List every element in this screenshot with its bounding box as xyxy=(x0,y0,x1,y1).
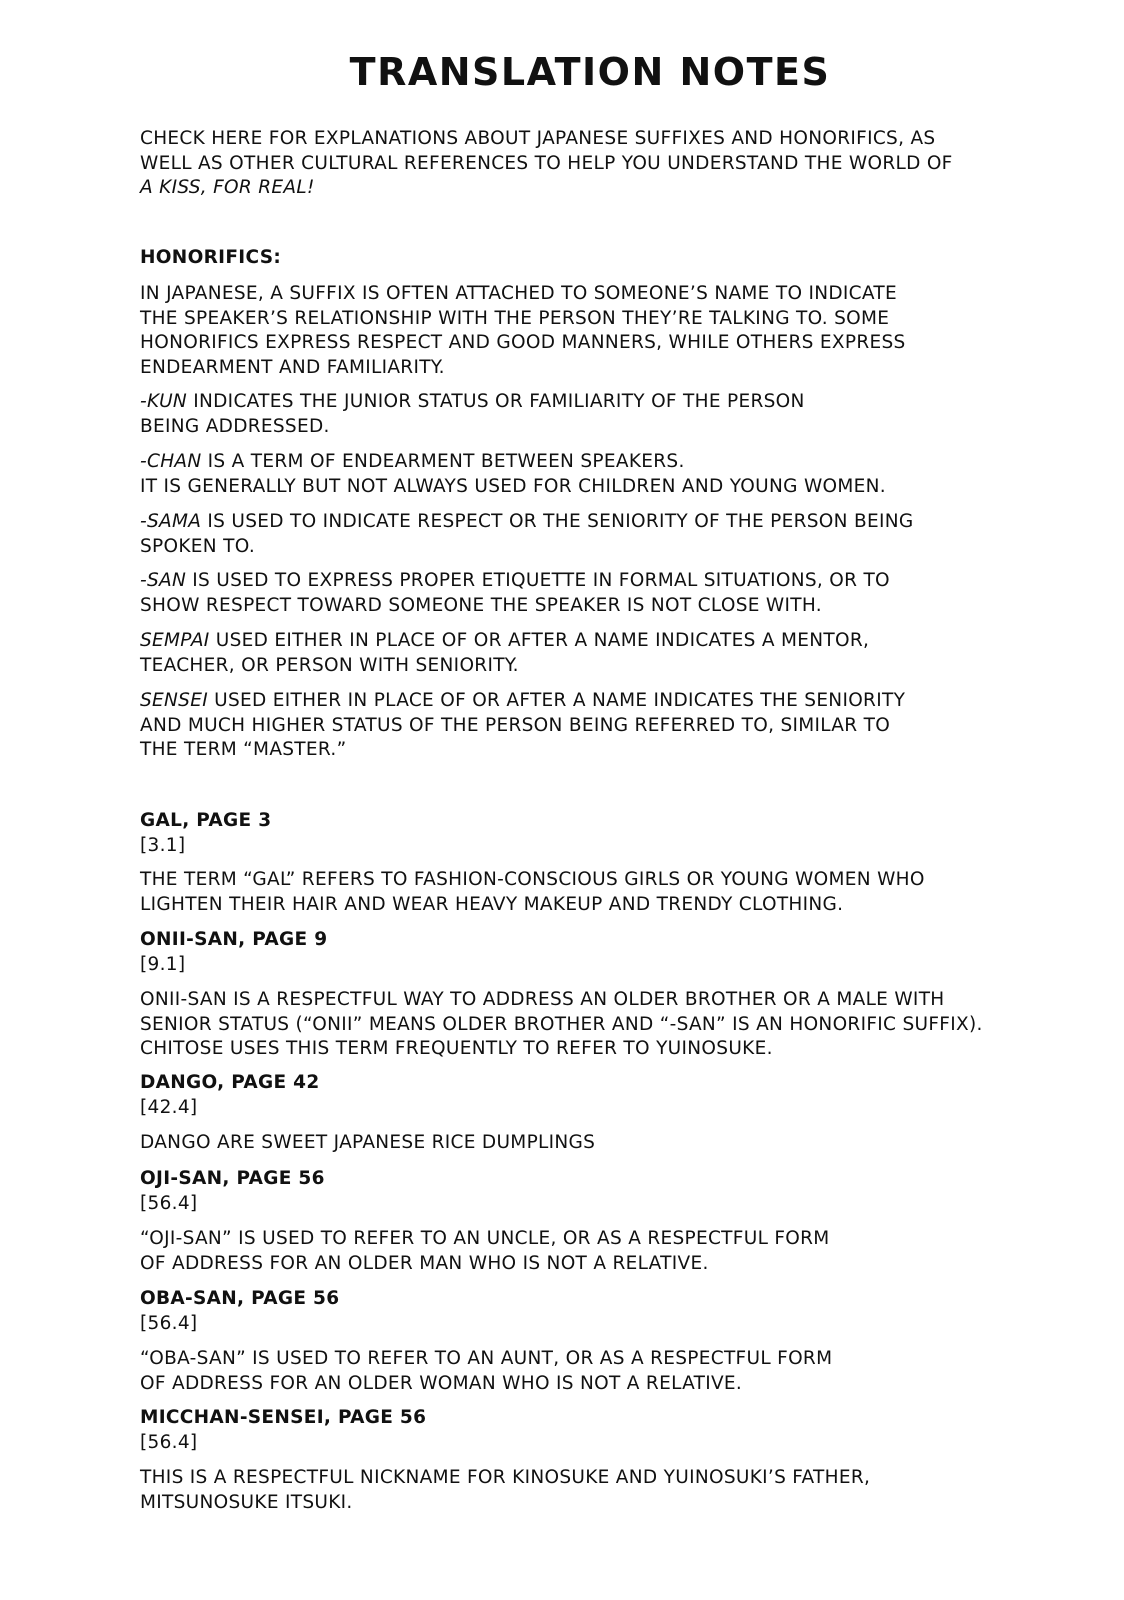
note-reference: [42.4] xyxy=(140,1096,198,1118)
honorific-chan-text: IS A TERM OF ENDEARMENT BETWEEN SPEAKERS. xyxy=(201,451,685,472)
term-san: -SAN xyxy=(140,570,187,591)
honorific-sempai-line xyxy=(140,629,869,654)
note-body-line: DANGO ARE SWEET JAPANESE RICE DUMPLINGS xyxy=(140,1132,596,1153)
term-sempai: SEMPAI xyxy=(140,630,210,651)
intro-paragraph xyxy=(140,127,953,201)
note-body-line: SENIOR STATUS (“ONII” MEANS OLDER BROTHER AND “-SAN” IS AN HONORIFIC SUFFIX). xyxy=(140,1013,983,1035)
note-heading: OJI-SAN, PAGE 56 xyxy=(140,1168,325,1189)
honorific-san-line2: SHOW RESPECT TOWARD SOMEONE THE SPEAKER IS NOT CLOSE WITH. xyxy=(140,594,822,616)
honorific-chan-line2: IT IS GENERALLY BUT NOT ALWAYS USED FOR CHILDREN AND YOUNG WOMEN. xyxy=(140,475,886,497)
note-body-line: OF ADDRESS FOR AN OLDER MAN WHO IS NOT A RELATIVE. xyxy=(140,1252,709,1274)
honorific-sensei-line3: THE TERM “MASTER.” xyxy=(140,739,347,760)
honorifics-heading: HONORIFICS: xyxy=(140,247,282,268)
note-heading: ONII-SAN, PAGE 9 xyxy=(140,929,328,950)
note-micchan-body xyxy=(140,1466,870,1515)
honorific-kun-line2: BEING ADDRESSED. xyxy=(140,415,330,437)
note-heading: MICCHAN-SENSEI, PAGE 56 xyxy=(140,1407,427,1428)
note-body-line: LIGHTEN THEIR HAIR AND WEAR HEAVY MAKEUP AND TRENDY CLOTHING. xyxy=(140,893,844,915)
honorifics-intro-line: ENDEARMENT AND FAMILIARITY. xyxy=(140,356,445,378)
intro-line: WELL AS OTHER CULTURAL REFERENCES TO HELP YOU UNDERSTAND THE WORLD OF xyxy=(140,152,953,174)
honorific-san-line xyxy=(140,569,890,594)
honorific-sama-text: IS USED TO INDICATE RESPECT OR THE SENIORITY OF THE PERSON BEING xyxy=(201,511,914,532)
note-heading: GAL, PAGE 3 xyxy=(140,810,272,831)
honorific-sempai xyxy=(140,629,869,678)
note-reference: [56.4] xyxy=(140,1192,198,1214)
note-body-line: THIS IS A RESPECTFUL NICKNAME FOR KINOSUKE AND YUINOSUKI’S FATHER, xyxy=(140,1467,871,1488)
note-dango-body xyxy=(140,1131,595,1156)
term-kun: -KUN xyxy=(140,391,188,412)
note-oji-header xyxy=(140,1167,325,1216)
honorifics-intro-line: HONORIFICS EXPRESS RESPECT AND GOOD MANNERS, WHILE OTHERS EXPRESS xyxy=(140,332,906,353)
honorific-chan-line xyxy=(140,450,886,475)
honorific-sempai-line2: TEACHER, OR PERSON WITH SENIORITY. xyxy=(140,654,519,676)
note-oba-header xyxy=(140,1287,339,1336)
note-body-line: ONII-SAN IS A RESPECTFUL WAY TO ADDRESS AN OLDER BROTHER OR A MALE WITH xyxy=(140,989,945,1010)
note-body-line: OF ADDRESS FOR AN OLDER WOMAN WHO IS NOT A RELATIVE. xyxy=(140,1372,743,1394)
note-body-line: “OJI-SAN” IS USED TO REFER TO AN UNCLE, OR AS A RESPECTFUL FORM xyxy=(140,1228,830,1249)
honorific-kun xyxy=(140,390,805,439)
note-heading: DANGO, PAGE 42 xyxy=(140,1072,320,1093)
honorifics-intro xyxy=(140,282,906,380)
note-reference: [56.4] xyxy=(140,1431,198,1453)
honorific-sensei-line2: AND MUCH HIGHER STATUS OF THE PERSON BEING REFERRED TO, SIMILAR TO xyxy=(140,714,891,736)
honorific-sensei-text: USED EITHER IN PLACE OF OR AFTER A NAME INDICATES THE SENIORITY xyxy=(207,690,906,711)
note-onii-header xyxy=(140,928,327,977)
honorific-sensei-line xyxy=(140,689,905,714)
note-reference: [56.4] xyxy=(140,1312,198,1334)
note-reference: [9.1] xyxy=(140,953,186,975)
honorific-san xyxy=(140,569,890,618)
honorific-sama xyxy=(140,510,914,559)
series-title: A KISS, FOR REAL! xyxy=(140,177,315,198)
note-body-line: “OBA-SAN” IS USED TO REFER TO AN AUNT, OR AS A RESPECTFUL FORM xyxy=(140,1348,833,1369)
term-sensei: SENSEI xyxy=(140,690,208,711)
note-onii-body xyxy=(140,988,983,1062)
page-title: TRANSLATION NOTES xyxy=(349,50,831,94)
honorific-sama-line2: SPOKEN TO. xyxy=(140,535,255,557)
honorific-kun-text: INDICATES THE JUNIOR STATUS OR FAMILIARITY OF THE PERSON xyxy=(187,391,805,412)
note-gal-body xyxy=(140,868,925,917)
honorific-sempai-text: USED EITHER IN PLACE OF OR AFTER A NAME INDICATES A MENTOR, xyxy=(209,630,870,651)
honorific-chan xyxy=(140,450,886,499)
note-reference: [3.1] xyxy=(140,834,186,856)
note-oji-body xyxy=(140,1227,830,1276)
honorific-sensei xyxy=(140,689,905,763)
intro-line-italic xyxy=(140,176,953,201)
honorific-kun-line xyxy=(140,390,805,415)
note-heading: OBA-SAN, PAGE 56 xyxy=(140,1288,340,1309)
note-body-line: THE TERM “GAL” REFERS TO FASHION-CONSCIOUS GIRLS OR YOUNG WOMEN WHO xyxy=(140,869,925,890)
honorifics-intro-line: IN JAPANESE, A SUFFIX IS OFTEN ATTACHED TO SOMEONE’S NAME TO INDICATE xyxy=(140,283,898,304)
intro-line: CHECK HERE FOR EXPLANATIONS ABOUT JAPANESE SUFFIXES AND HONORIFICS, AS xyxy=(140,128,936,149)
note-body-line: CHITOSE USES THIS TERM FREQUENTLY TO REFER TO YUINOSUKE. xyxy=(140,1038,773,1059)
term-sama: -SAMA xyxy=(140,511,202,532)
note-body-line: MITSUNOSUKE ITSUKI. xyxy=(140,1491,353,1513)
honorific-san-text: IS USED TO EXPRESS PROPER ETIQUETTE IN FORMAL SITUATIONS, OR TO xyxy=(186,570,890,591)
note-micchan-header xyxy=(140,1406,426,1455)
honorific-sama-line xyxy=(140,510,914,535)
honorifics-intro-line: THE SPEAKER’S RELATIONSHIP WITH THE PERSON THEY’RE TALKING TO. SOME xyxy=(140,307,890,329)
note-dango-header xyxy=(140,1071,320,1120)
note-gal-header xyxy=(140,809,271,858)
note-oba-body xyxy=(140,1347,832,1396)
term-chan: -CHAN xyxy=(140,451,202,472)
